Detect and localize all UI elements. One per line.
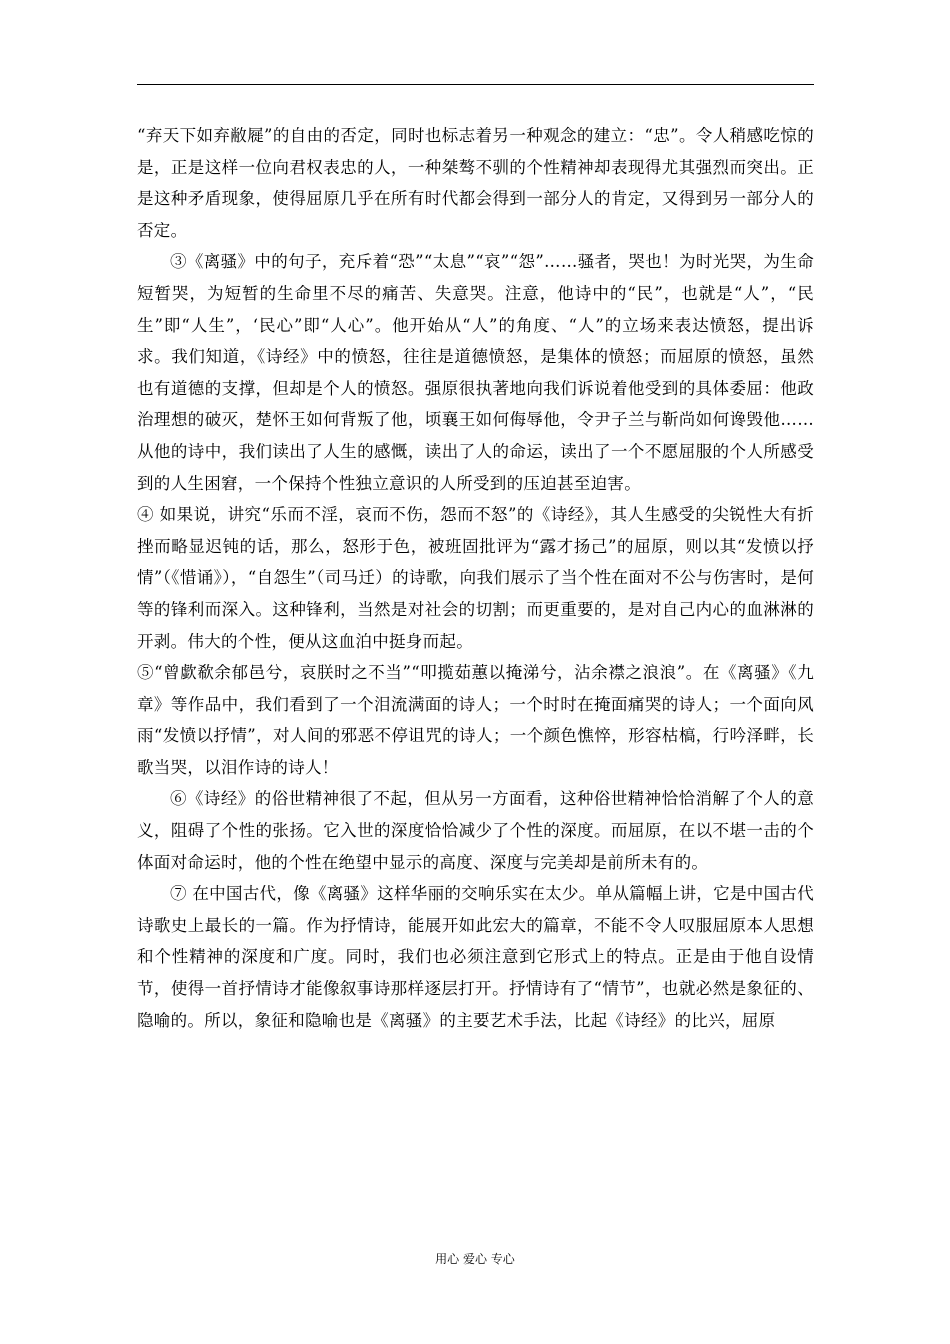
paragraph-6: ⑦ 在中国古代，像《离骚》这样华丽的交响乐实在太少。单从篇幅上讲，它是中国古代诗歌史上最长的一篇。作为抒情诗，能展开如此宏大的篇章，不能不令人叹服屈原本人思想和个性精神的深度和广度。同时，我们也必须注意到它形式上的特点。正是由于他自设情节，使得一首抒情诗才能像叙事诗那样逐层打开。抒情诗有了“情节”，也就必然是象征的、隐喻的。所以，象征和隐喻也是《离骚》的主要艺术手法，比起《诗经》的比兴，屈原 — [137, 884, 814, 1030]
paragraph-5: ⑥《诗经》的俗世精神很了不起，但从另一方面看，这种俗世精神恰恰消解了个人的意义，阻碍了个性的张扬。它入世的深度恰恰减少了个性的深度。而屈原，在以不堪一击的个体面对命运时，他的个性在绝望中显示的高度、深度与完美却是前所未有的。 — [137, 789, 814, 872]
paragraph-3: ④ 如果说，讲究“乐而不淫，哀而不伤，怨而不怒”的《诗经》，其人生感受的尖锐性大有折挫而略显迟钝的话，那么，怒形于色，被班固批评为“露才扬己”的屈原，则以其“发愤以抒情”（《惜诵》），“自怨生”（司马迁）的诗歌，向我们展示了当个性在面对不公与伤害时，是何等的锋利而深入。这种锋利，当然是对社会的切割；而更重要的，是对自己内心的血淋淋的开剥。伟大的个性，便从这血泊中挺身而起。 — [137, 505, 814, 651]
header-rule — [137, 84, 814, 85]
paragraph-2: ③《离骚》中的句子，充斥着“恐”“太息”“哀”“怨”……骚者，哭也！为时光哭，为生命短暂哭，为短暂的生命里不尽的痛苦、失意哭。注意，他诗中的“民”，也就是“人”，“民生”即“人生”，‘民心”即“人心”。他开始从“人”的角度、“人”的立场来表达愤怒，提出诉求。我们知道，《诗经》中的愤怒，往往是道德愤怒，是集体的愤怒；而屈原的愤怒，虽然也有道德的支撑，但却是个人的愤怒。强原很执著地向我们诉说着他受到的具体委屈：他政治理想的破灭，楚怀王如何背叛了他，顷襄王如何侮辱他，令尹子兰与靳尚如何谗毁他……从他的诗中，我们读出了人生的感慨，读出了人的命运，读出了一个不愿屈服的个人所感受到的人生困窘，一个保持个性独立意识的人所受到的压迫甚至迫害。 — [137, 252, 814, 493]
paragraph-4: ⑤“曾歔欷余郁邑兮，哀朕时之不当”“叩揽茹蕙以掩涕兮，沾余襟之浪浪”。在《离骚》《九章》等作品中，我们看到了一个泪流满面的诗人；一个时时在掩面痛哭的诗人；一个面向风雨“发愤以抒情”，对人间的邪恶不停诅咒的诗人；一个颜色憔悴，形容枯槁，行吟泽畔，长歌当哭，以泪作诗的诗人！ — [137, 663, 814, 777]
page-footer: 用心 爱心 专心 — [435, 1252, 515, 1266]
document-body — [137, 120, 814, 1036]
paragraph-1: “弃天下如弃敝屣”的自由的否定，同时也标志着另一种观念的建立：“忠”。令人稍感吃惊的是，正是这样一位向君权表忠的人，一种桀骜不驯的个性精神却表现得尤其强烈而突出。正是这种矛盾现象，使得屈原几乎在所有时代都会得到一部分人的肯定，又得到另一部分人的否定。 — [137, 126, 814, 240]
